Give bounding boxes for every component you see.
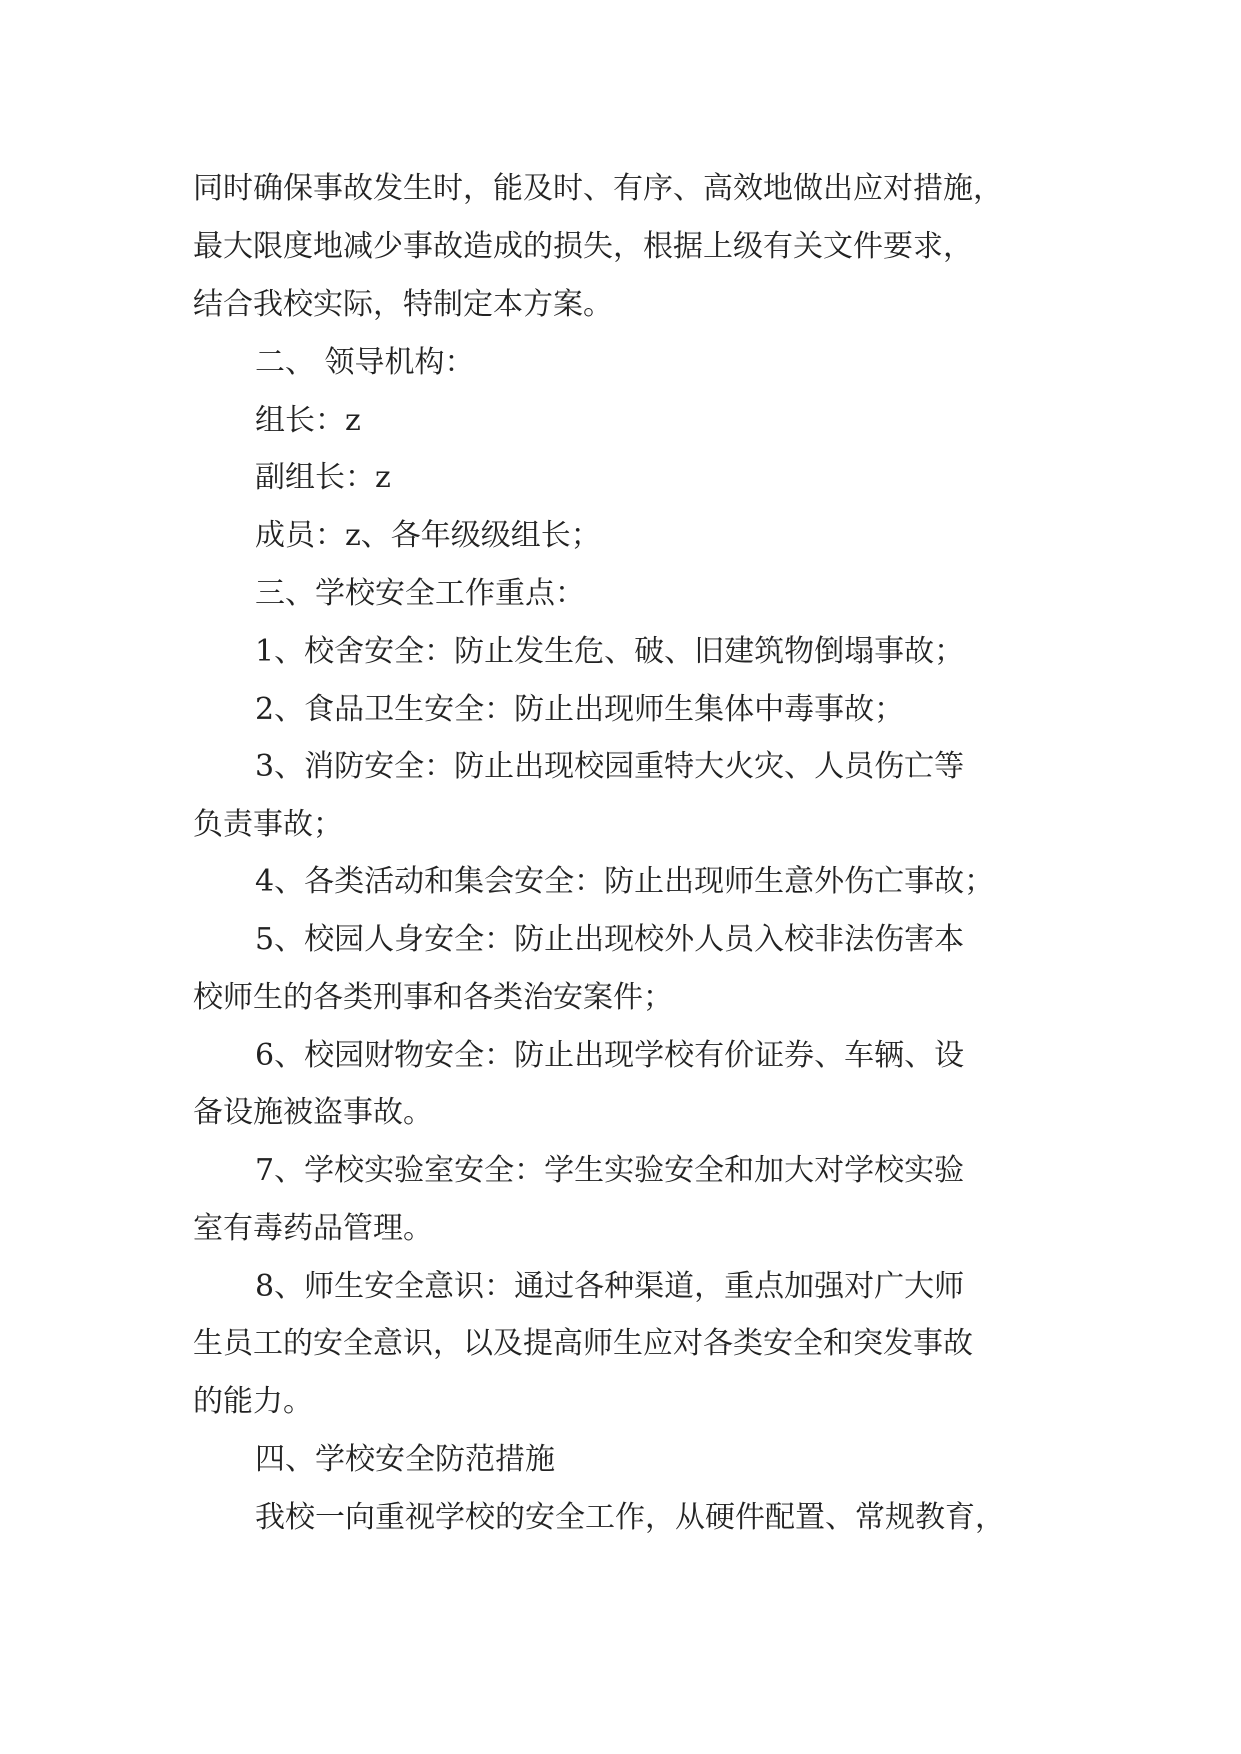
list-item: 6、校园财物安全：防止出现学校有价证券、车辆、设 (255, 1038, 965, 1073)
section-heading: 三、学校安全工作重点： (255, 576, 585, 611)
list-item-continuation: 备设施被盗事故。 (193, 1095, 433, 1130)
list-item: 8、师生安全意识：通过各种渠道，重点加强对广大师 (255, 1269, 965, 1304)
list-item-continuation: 校师生的各类刑事和各类治安案件； (193, 980, 673, 1015)
list-item-continuation: 室有毒药品管理。 (193, 1211, 433, 1246)
list-item-continuation: 生员工的安全意识，以及提高师生应对各类安全和突发事故 (193, 1326, 973, 1361)
list-item: 5、校园人身安全：防止出现校外人员入校非法伤害本 (255, 922, 965, 957)
list-item-continuation: 负责事故； (193, 807, 343, 842)
paragraph-line: 同时确保事故发生时，能及时、有序、高效地做出应对措施， (193, 171, 1003, 206)
list-item-continuation: 的能力。 (193, 1384, 313, 1419)
list-item: 3、消防安全：防止出现校园重特大火灾、人员伤亡等 (255, 749, 965, 784)
paragraph-line: 结合我校实际，特制定本方案。 (193, 287, 613, 322)
section-heading: 二、 领导机构： (255, 345, 475, 380)
paragraph-line: 副组长：z (255, 460, 391, 495)
list-item: 2、食品卫生安全：防止出现师生集体中毒事故； (255, 692, 905, 727)
paragraph-line: 我校一向重视学校的安全工作，从硬件配置、常规教育， (255, 1500, 1005, 1535)
paragraph-line: 组长：z (255, 403, 361, 438)
section-heading: 四、学校安全防范措施 (255, 1442, 555, 1477)
paragraph-line: 成员：z、各年级级组长； (255, 518, 601, 553)
list-item: 4、各类活动和集会安全：防止出现师生意外伤亡事故； (255, 864, 995, 899)
list-item: 7、学校实验室安全：学生实验安全和加大对学校实验 (255, 1153, 965, 1188)
list-item: 1、校舍安全：防止发生危、破、旧建筑物倒塌事故； (255, 634, 965, 669)
paragraph-line: 最大限度地减少事故造成的损失，根据上级有关文件要求， (193, 229, 973, 264)
